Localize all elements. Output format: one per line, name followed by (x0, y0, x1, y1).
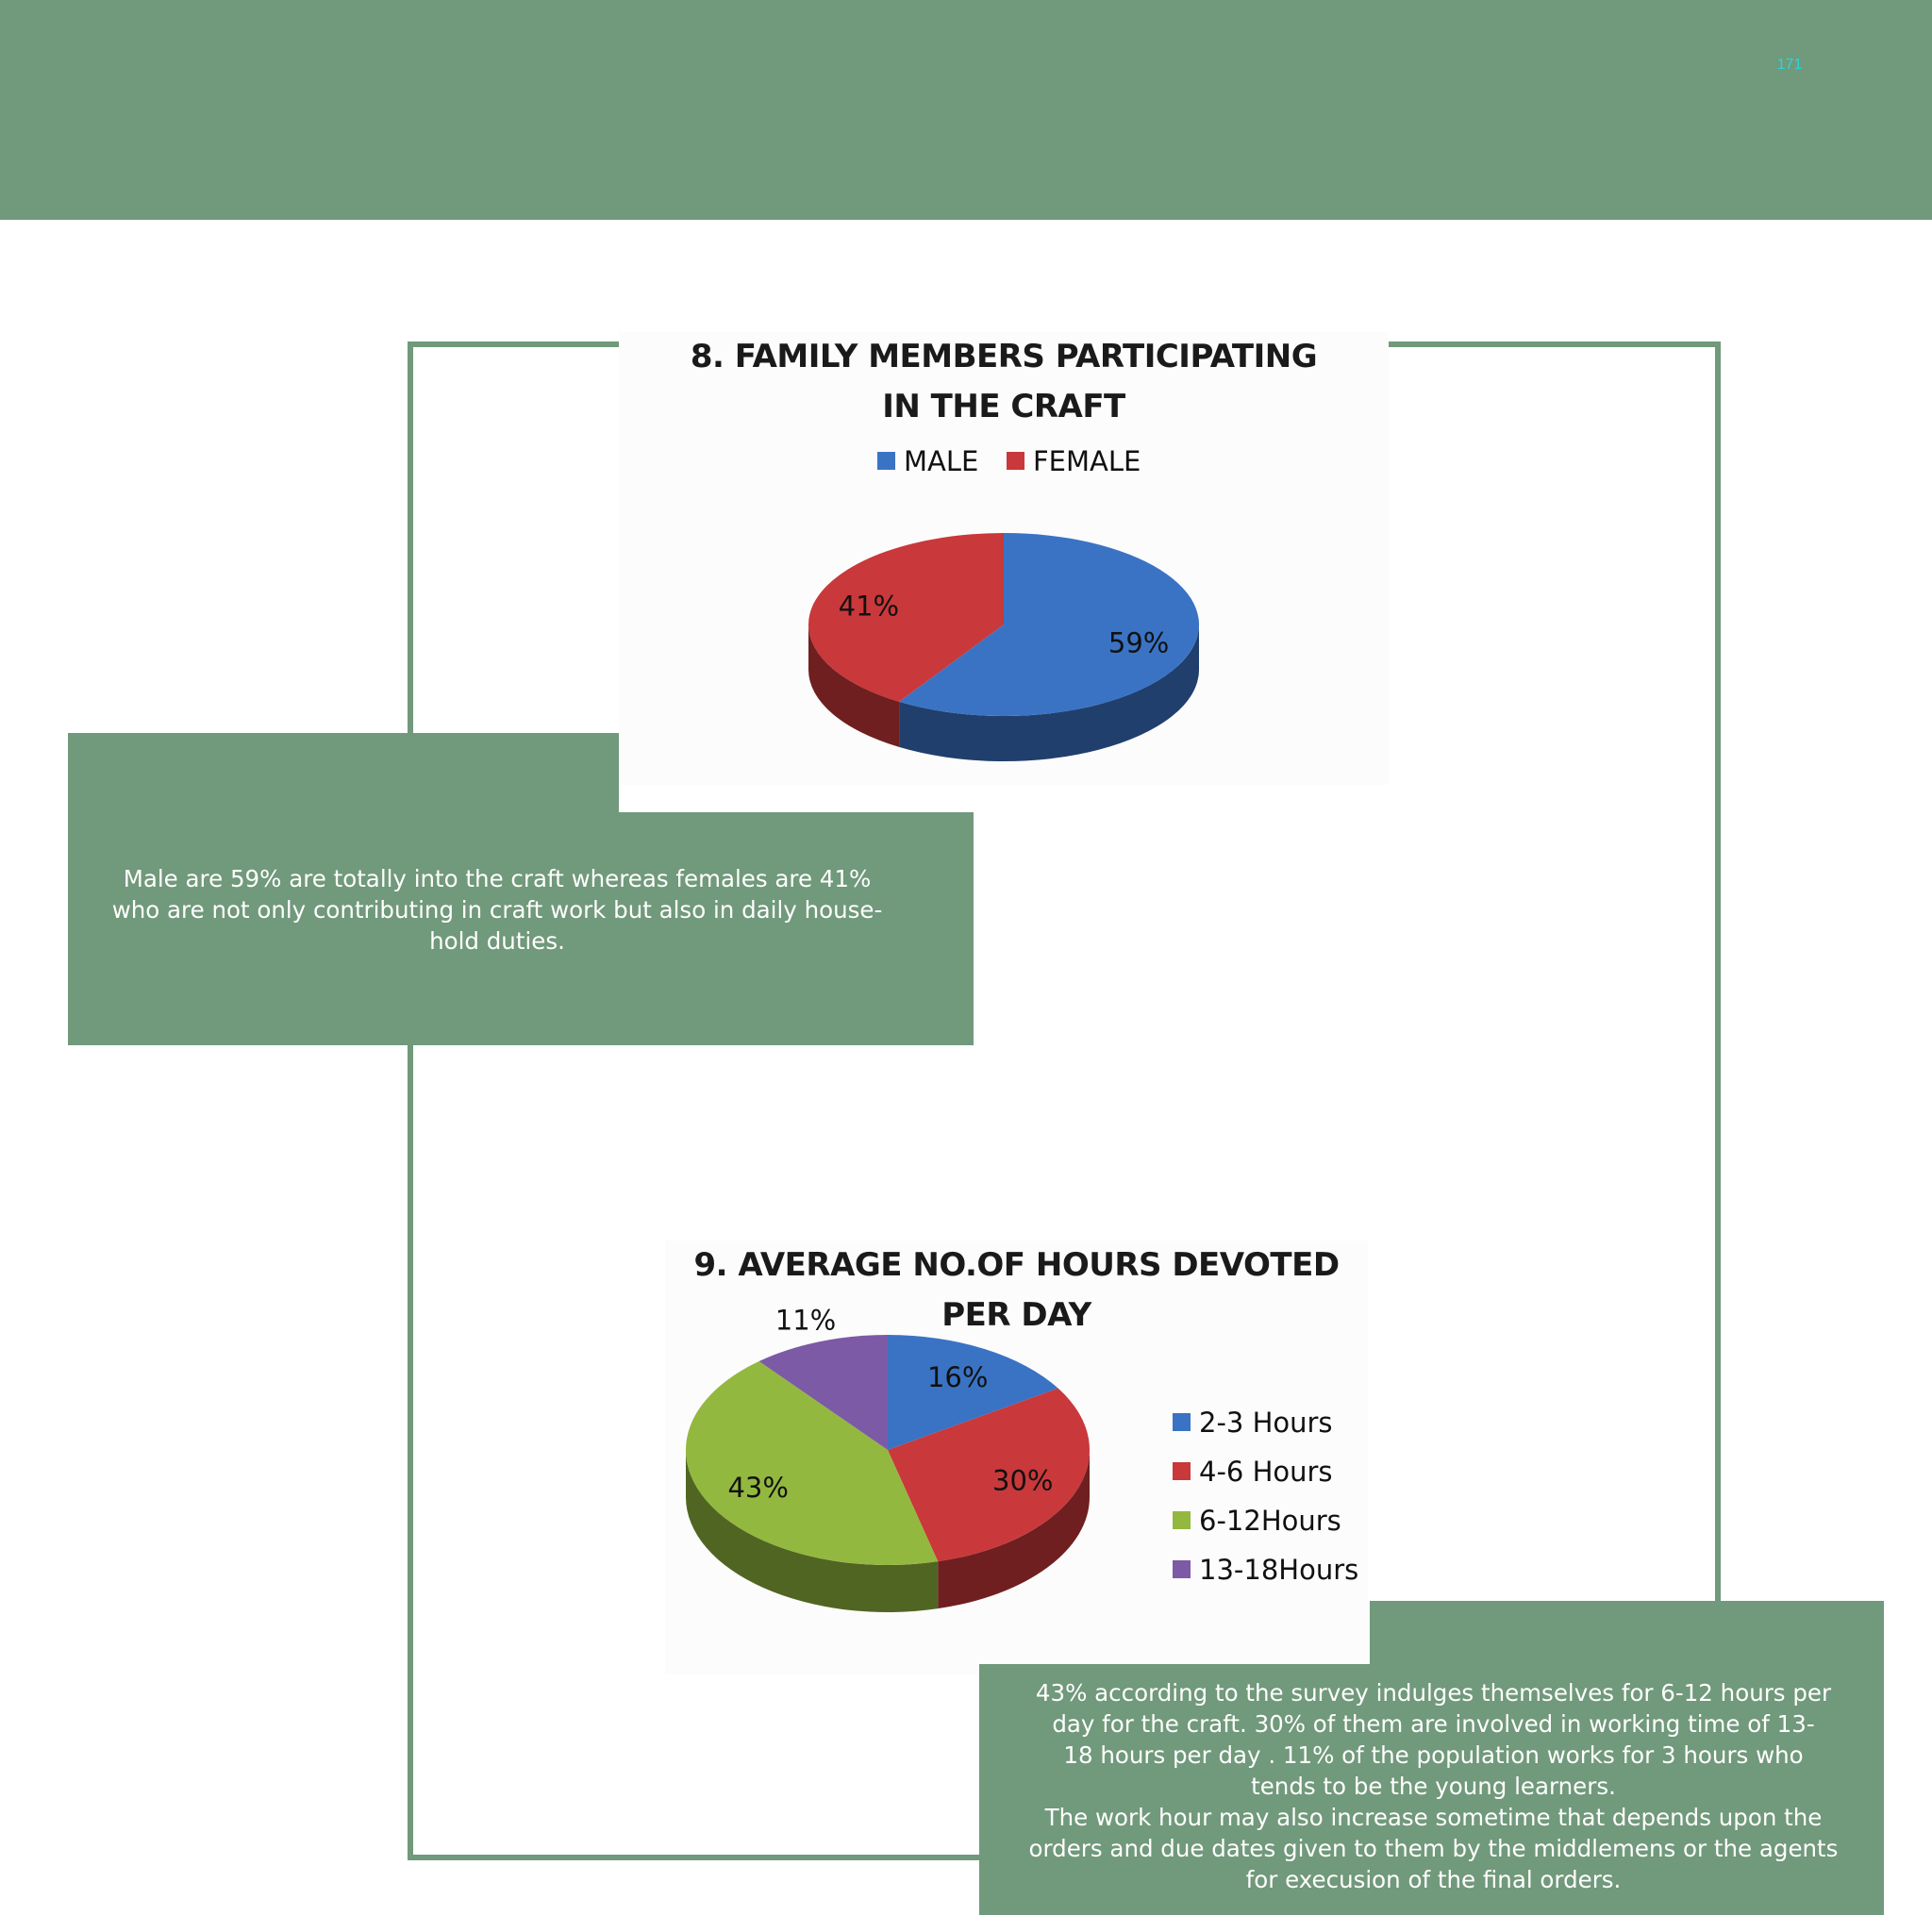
legend-swatch-female (1007, 452, 1024, 470)
note-box-hours (1370, 1601, 1884, 1665)
legend-label-2-3-hours: 2-3 Hours (1199, 1407, 1333, 1439)
note-box-family (68, 733, 619, 812)
chart-title-line: IN THE CRAFT (882, 388, 1125, 425)
chart-title-line: PER DAY (941, 1296, 1091, 1334)
data-label-male: 59% (1108, 626, 1170, 659)
chart-hours (665, 1241, 1368, 1674)
note-box-hours (979, 1664, 1884, 1915)
pie-chart-hours (665, 1241, 1368, 1674)
note-box-family (68, 812, 974, 1045)
legend-swatch-male (877, 452, 895, 470)
header-band (0, 0, 1932, 220)
data-label-female: 41% (838, 590, 900, 623)
chart-family-members (619, 332, 1389, 785)
legend-swatch-6-12hours (1173, 1511, 1191, 1529)
note-text-hours: 43% according to the survey indulges themselves for 6-12 hours per day for the craft. 30% of them are involved in working time of 13- 18 hours per day . 11% of the population works for 3 hours who tends to be the young learners. The work hour may also increase sometime that depends upon the orders and due dates given to them by the middlemens or the agents for execusion of the final orders. (1028, 1679, 1839, 1893)
data-label-13-18hours: 11% (774, 1304, 837, 1337)
data-label-6-12hours: 43% (727, 1471, 789, 1504)
legend-swatch-13-18hours (1173, 1560, 1191, 1578)
legend-swatch-2-3-hours (1173, 1413, 1191, 1431)
legend-label-13-18hours: 13-18Hours (1199, 1554, 1359, 1586)
legend-label-male: MALE (904, 445, 979, 477)
legend-label-6-12hours: 6-12Hours (1199, 1505, 1341, 1537)
chart-title-line: 9. AVERAGE NO.OF HOURS DEVOTED (693, 1246, 1340, 1284)
note-text-family: Male are 59% are totally into the craft whereas females are 41% who are not only contributing in craft work but also in daily house- hold duties. (111, 865, 883, 955)
data-label-2-3-hours: 16% (926, 1361, 989, 1394)
page-number: 171 (1776, 57, 1803, 73)
legend-label-female: FEMALE (1033, 445, 1141, 477)
legend-swatch-4-6-hours (1173, 1462, 1191, 1480)
legend-label-4-6-hours: 4-6 Hours (1199, 1456, 1333, 1488)
data-label-4-6-hours: 30% (992, 1464, 1054, 1497)
chart-title-line: 8. FAMILY MEMBERS PARTICIPATING (690, 338, 1318, 375)
pie-chart-family (619, 332, 1389, 785)
